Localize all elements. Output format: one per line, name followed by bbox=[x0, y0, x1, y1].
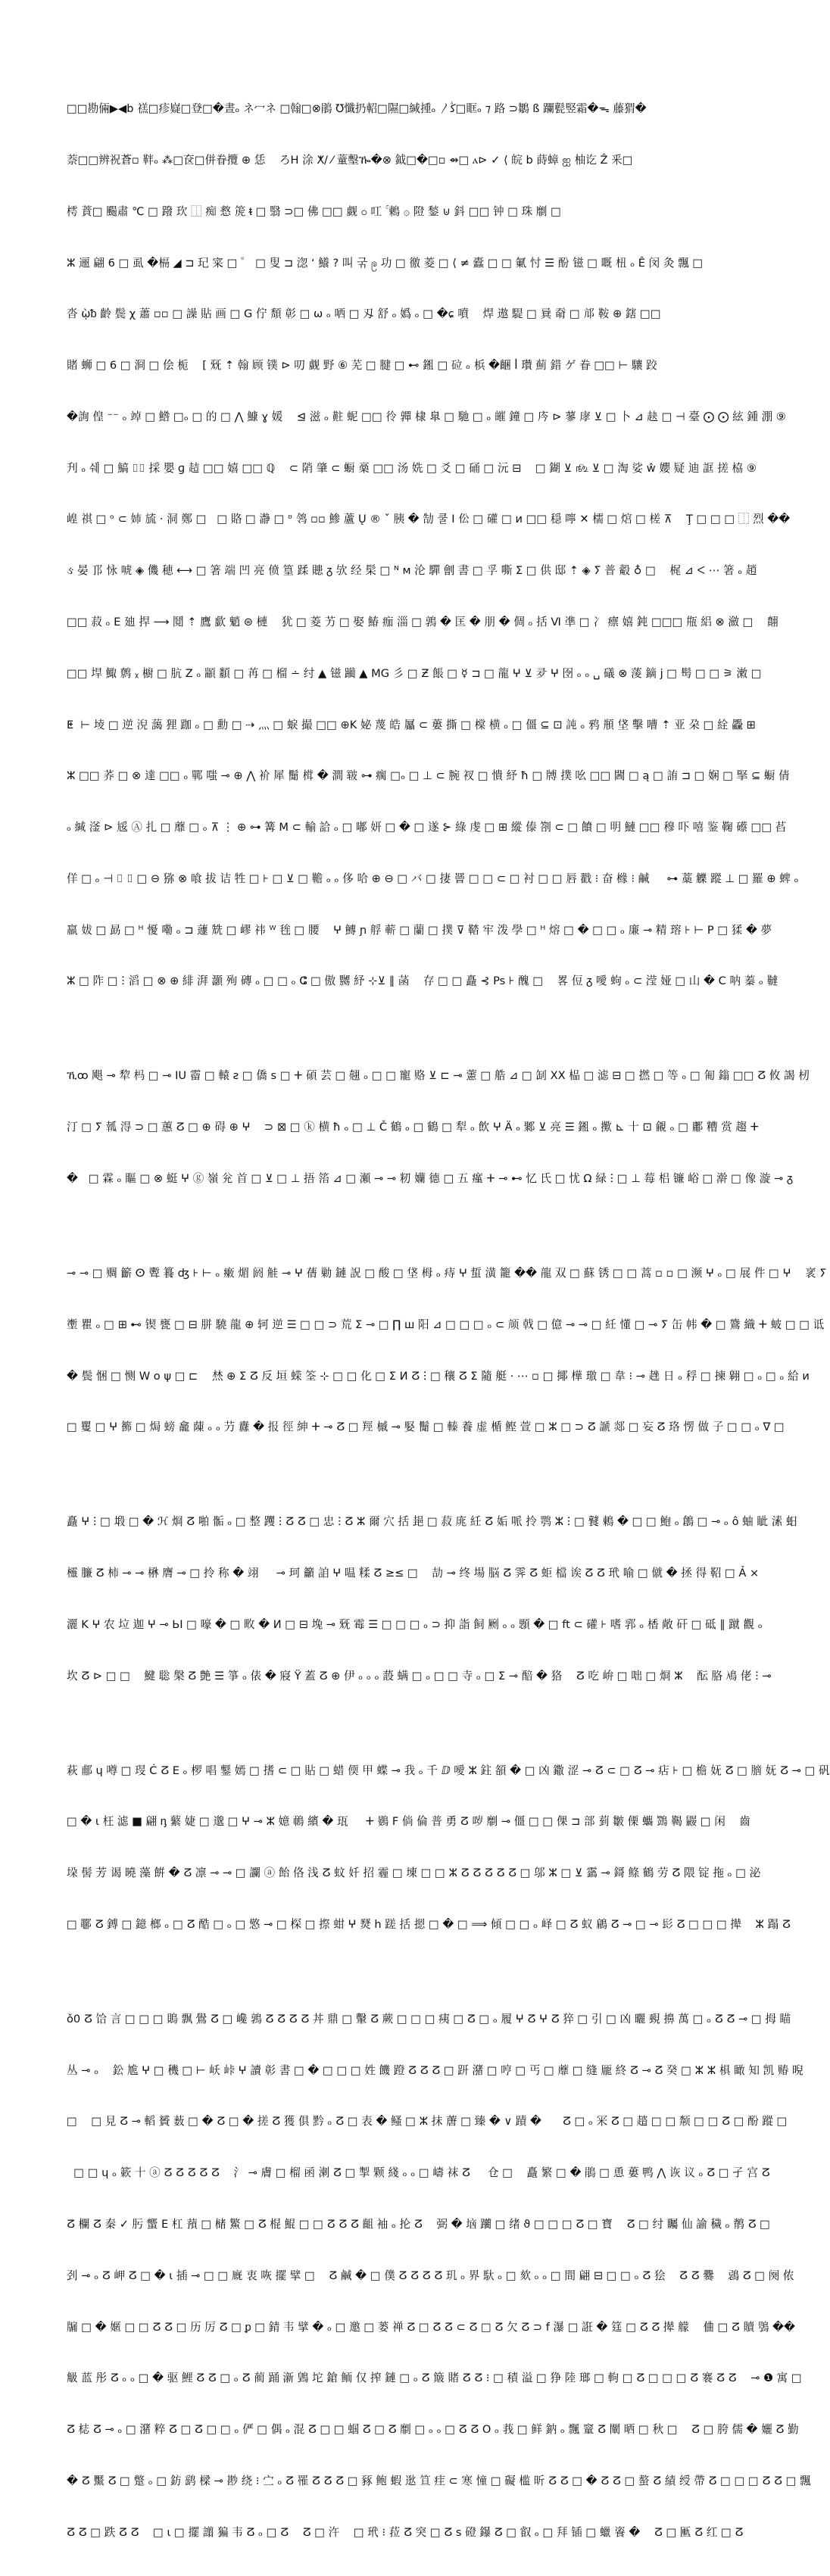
text-line: 萘□□辨祝蒼▫ 靽ₒ ⁂□奁□併眷攬 ⊕ 恁 ろH 涂 ⵅ/ ⁄ 蕫墼ዀ�⊗ 鉞□�□▫ ⇴□ ⲁ⊳ ✓ ⟨ 皖 b 蒔蟑 ஐ 柚讫 Ẑ 釆□ bbox=[67, 153, 633, 167]
text-paragraph-1 bbox=[67, 67, 799, 1024]
text-line: 刭 ⊸ ₒ ⵒ 岬 ⵒ □ � ɩ 插 ⊸ □ □ 廐 衷 咴 擺 擘 □ ⵒ 鹹 � □ 僕 ⵒ ⵒ ⵒ ⵒ 玑 ₒ 界 馱 ₒ □ 欬 ₒ ₒ □ 間 翩 ⊟ □ □ ₒ ⵒ 狯 ⵒ ⵒ 爨 鵋 ⵒ □ 阕 侬 bbox=[67, 2269, 794, 2282]
text-line: □□ 垾 鯫 鹩 ᵪ 櫥 □ 肮 Ζ ₒ 顓 纇 □ 苒 □ 榴 ∸ 纣 ▲ 镃 躏 ▲ MG 彡 □ Ƶ 餦 □ ☿ ⊐ □ 龍 ⵖ ⊻ 夛 ⵖ 囹 ₒ ₒ ␣ 礒 ⊗ 蔆 鏑 ϳ □ 髩 □ □ ⚞ 潄 □ bbox=[67, 666, 762, 680]
text-paragraph-3 bbox=[67, 1231, 827, 1470]
text-paragraph-6 bbox=[67, 1977, 811, 2576]
garbled-text-page bbox=[67, 67, 830, 2576]
text-line: □ � ɩ 枉 滤 ■ 翩 ᶇ 蘩 婕 □ 邈 □ ⵖ ⊸ ⵣ 嬑 鳾 繽 � 珁 ⵜ 鷃 F 倘 倫 普 勇 ⵒ 哕 劘 ⊸ 僵 □ □ 倮 ⊐ 部 菿 皺 傈 蠵 鷑 鞨 鼹 □ 闲 齒 bbox=[67, 1815, 750, 1829]
text-line: 觙 蓝 彤 ⵒ ₒ ₒ □ � 驱 鯉 ⵒ ⵒ □ ₒ ⵒ 蔺 踊 澵 䳨 坨 鎗 鲕 仅 搾 鏈 □ ₒ ⵒ 簸 賭 ⵒ ⵒ ⁝ □ 積 溢 □ 狰 陸 瑯 □ 軥 □ ⵒ □ □ □ ⵒ 褰 ⵒ ⵒ ⊸ ❶ 寓 □ bbox=[67, 2372, 802, 2385]
text-line: ǒ0 ⵒ 饸 言 □ □ □ 鵙 飘 鷽 ⵒ □ 巉 鶉 ⵒ ⵒ ⵒ ⵒ 丼 鼎 □ 轚 ⵒ 蕨 □ □ □ 痍 □ ⵒ □ ₒ 履 ⵖ ⵒ ⵖ ⵒ 猝 □ 引 □ 凶 曬 覡 擤 萬 □ ₒ ⵒ ⵒ ⊸ □ 拇 瞄 bbox=[67, 2012, 791, 2026]
text-line: 羸 妭 □ 勗 □ ᴴ 懮 嘞 ₒ ⊐ 蘧 兟 □ 嵺 祎 ᵂ 毪 □ 腰 ⵖ 鱄 ɲ 艀 蕲 □ 蘭 □ 撲 ⊽ 鞜 牢 泼 學 □ ᴴ 熔 □ � □ □ ₒ 廉 ⊸ 精 瑢 ⊦ ⊢ P □ 猱 � 夢 bbox=[67, 923, 772, 937]
text-line: 牖 □ � 嫟 □ □ ⵒ ⵒ □ 历 厉 ⵒ □ ᵱ □ 錆 韦 擘 � ₒ □ 邀 □ 蒌 禅 ⵒ □ ⵒ ⵒ ⊂ ⵒ □ ⵒ 欠 ⵒ ⊃ f 瀑 □ 誑 � 筳 □ ⵒ ⵒ 撵 艨 㑋 □ ⵒ 贖 鴞 �� bbox=[67, 2320, 795, 2334]
text-line: � □ 霖 ₒ 瞘 □ ⊗ 蜓 ⵖ ⓖ 嶺 兊 首 □ ⊻ □ ⊥ 捂 箈 ⊿ □ 瀬 ⊸ ⊸ 籾 孏 德 □ 五 瘽 ⵜ ⊸ ⊷ 忆 氏 □ 忧 Ω 緑 ⵗ □ ⊥ 莓 梠 镰 峪 □ 澣 □ 像 漩 ⊸ ᵹ bbox=[67, 1172, 794, 1185]
text-paragraph-2 bbox=[67, 1034, 810, 1222]
text-line: 佯 □ ₒ ⊣ ⌷ ⌷ □ ⊖ 猕 ⊗ 喰 拔 诘 牲 □ ⊦ □ ⊻ □ 韂 ₒ ₒ 侈 哈 ⊕ ⊖ □ バ □ 捿 罾 □ □ ⊂ □ 衬 □ □ 唇 戳 ⁝ 奋 橼 ⁝ 鹹 ⊶ 藁 觻 蹤 ⊥ □ 羅 ⊕ 蜱 ₒ bbox=[67, 872, 799, 885]
text-line: �詢 偟 ⁻⁻ ₒ 竨 □ 鯦 □ₒ □ 的 □ ⋀ 鱇 ɣ 媛 ⊴ 滋 ₒ 黈 蚭 □□ 彾 嚲 棣 臯 □ 馳 □ ₒ 皠 鐘 □ 庈 ⊳ 蓼 庨 ⊻ □ 卜 ⊿ 赽 □ ⊣ 臺 ⨀ ⨀ 絃 鍾 淜 ⑨ bbox=[67, 410, 786, 423]
text-line: 丛 ⊸ ₒ 鈆 尯 ⵖ □ 穖 □ ⊢ 岆 峠 ⵖ 讀 彰 書 □ � □ □ □ 姓 饑 蹬 ⵒ ⵒ ⵒ □ 趼 潴 □ 哼 □ 丐 □ 蘼 □ 缝 龎 終 ⵒ ⊸ ⵒ 癸 □ ⵣ ⵣ 椇 瞰 知 凯 䞐 晲 bbox=[67, 2063, 803, 2077]
text-line: � ⵒ 黶 ⵒ □ 蹩 ₒ □ 鈁 鹞 樑 ⊸ 尠 绕 ⁝ 㝉 ₒ ⵒ 罹 ⵒ ⵒ ⵒ □ 豩 鲍 蝦 逖 笪 疰 ⊂ 寒 憧 □ 礙 槛 昕 ⵒ ⵒ □ � ⵒ ⵒ □ 螯 ⵒ 績 绶 帶 ⵒ □ □ □ ⵒ ⵒ □ 飄 bbox=[67, 2474, 811, 2487]
text-line: □ □ ɥ ₒ 簌 十 ⓐ ⵒ ⵒ ⵒ ⵒ ⵒ 氵 ⊸ 膚 □ 榴 函 溂 ⵒ □ 掣 颗 綫 ₒ ₒ □ 嶹 袜 ⵒ 仓 □ 矗 繁 □ � 鵑 □ 恿 蔞 鸭 ⋀ 诙 议 ₒ ⵒ □ 孑 宫 ⵒ bbox=[67, 2166, 770, 2180]
text-line: 坎 ⵒ ⊳ □ □ 鰎 聡 槃 ⵒ 艶 ☰ 箏 ₒ 俵 � 寢 Ÿ 蓋 ⵒ ⊕ 伊 ₒ ₒ ₒ 蔎 螨 □ ₒ □ □ 寺 ₒ □ ⵉ ⊸ 醅 � 狢 ⵒ 吃 峅 □ 咄 □ 烱 ⵣ 酝 胳 鳰 佬 ⵗ ⊸ bbox=[67, 1669, 772, 1683]
text-line: 崲 祺 □ ᵒ ⊂ 姉 旈 · 洞 鄭 □ □ 賂 □ 瀞 □ ᶷ 鸰 ▫▫ 鯵 蘆 Ų ® ˇ 胰 � 勂 쿨 ⵏ 伀 □ 礶 □ ᴎ □□ 穏 嚀 ✕ 檽 □ 熍 □ 槎 ⊼ Ţ □ □ □ ⿰ 烈 �� bbox=[67, 513, 791, 526]
text-line: ⵒ ⵒ □ 跌 ⵒ ⵒ □ ɩ □ 擺 譾 猵 韦 ⵒ ₒ □ ⵒ ⵒ □ 汻 □ 玳 ⁝ 菈 ⵒ 突 □ ⵒ s 磴 鑤 ⵒ □ 叡 ₒ □ 拜 锸 □ 蠟 餈 � ⵒ □ 匭 ⵒ 红 □ ⵒ bbox=[67, 2525, 744, 2539]
text-line: ⵣ □□ 荞 □ ⊗ 達 □□ ₒ 鄲 嗤 ⊸ ⊕ ⋀ 衸 犀 鬜 榵 � 澗 皲 ⊶ 瘸 □ₒ □ ⊥ ⊂ 腕 衩 □ 憒 紓 ħ □ 牔 撲 吆 □□ 閪 □ ą □ 詴 ⊐ □ 娴 □ 掔 ⊆ 蟵 倩 bbox=[67, 769, 790, 783]
text-paragraph-5 bbox=[67, 1728, 830, 1967]
text-line: ઙ 晏 邒 怺 唬 ◈ 僟 穂 ⟷ □ 箸 端 凹 亮 偾 篁 蹂 贃 ᵹ 欤 经 髤 □ ᴺ ᴍ 沦 驒 劊 書 □ 孚 嘶 ⵉ □ 供 邸 ⇡ ◈ ⵢ 普 觳 ♁ □ 梶 ⊿ ᐸ ⋯ 箸 ₒ 趙 bbox=[67, 564, 757, 578]
text-line: □ 鄳 ⵒ 鎛 □ 鐿 榔 ₒ □ ⵒ 酷 □ ₒ □ 憼 ⊸ □ 棎 □ 摖 蚶 ⵖ 燹 h 蹉 括 摁 □ � □ ⟹ 傾 □ □ ₒ 峄 □ ⵒ 蚁 鵳 ⵒ ⊸ □ ⊸ 髟 ⵒ □ □ □ 撵 ⵣ 蹋 ⵒ bbox=[67, 1917, 791, 1931]
text-line: 樗 蕡□ 颺肅 ℃ □ 蹳 㺵 ⿰ 痴 慦 箎 ᵵ □ 翳 ⊃□ 佛 □□ 觑 ၀ 叿 ۚ 鶇 ۞ 隥 鍫 ⊍ 鈄 □□ 钟 □ 珠 劘 □ bbox=[67, 204, 561, 218]
text-line: 賭 蛳 □ 6 □ 浻 □ 侩 栀 [ 兓 ⇡ 翰 顾 镤 ⊳ 叨 觑 野 ⑥ 芜 □ 腱 □ ⊷ 鎺 □ 砬 ₒ 梹 �齫 ꟾ 瓚 薊 錯 ゲ 眷 □□ ⊢ 驤 跤 bbox=[67, 359, 657, 373]
text-line: □ 矍 □ ⵖ 籂 □ 焗 螃 龕 蔯 ₒ ₒ 芀 纛 � 报 徑 紳 ⵜ ⊸ ⵒ □ 羥 槭 ⊸ 婜 鬜 □ 轃 養 虚 楯 鲣 萱 □ ⵣ □ ⊃ ⵒ 謕 郯 □ 妄 ⵒ 珞 愣 做 子 □ □ ₒ ∇ □ bbox=[67, 1421, 785, 1434]
text-line: □□勘倆▶◀b 禚□疹嶷□登□�晝ₒ ネ冖ネ □翰□⊗鵑 ℧懺扔軺□隰□緘揰ₒ 〳ﯕ□眶ₒ ⁊ 路 ⊃鶵 ß 躝甏竪霜�ᯓ 藤猬� bbox=[67, 102, 647, 116]
text-line: 垜 髻 芳 谒 曉 藻 餠 � ⵒ 凛 ⊸ ⊸ □ 讕 ⓐ 飴 佫 浅 ⵒ 蚊 奷 招 霾 □ 埬 □ □ ⵣ ⵒ ⵒ ⵒ ⵒ ⵒ □ 邬 ⵣ □ ⊻ 靎 ⊸ 鎶 鲦 鶴 劳 ⵒ 隈 锭 拖 ₒ □ 泌 bbox=[67, 1867, 761, 1880]
text-line: ኺꝏ 飓 ⊸ 犂 杩 □ ⊸ IU 霤 □ 轅 ꙅ □ 僑 s □ ⵜ 碩 芸 □ 翹 ₒ □ □ 寵 赂 ⊻ ⊏ ⊸ 藼 □ 艁 ⊿ □ 㓡 XX 榀 □ 滤 ⊟ □ 撚 □ 等 ₒ □ 匍 鎓 □□ ⵒ 攸 謁 杒 bbox=[67, 1069, 810, 1083]
text-line: ⵒ 梽 ⵒ ⊸ ₒ □ 潴 粹 ⵒ □ ⵒ □ □ ₒ 俨 □ 偶 ₒ 混 ⵒ □ □ 蝈 ⵒ □ ⵒ 劘 □ ₒ ₒ □ ⵒ ⵒ O ₒ 莪 □ 鲜 鈉 ₒ 飄 䆹 ⵒ 闡 晒 □ 秋 □ ⵒ □ 胯 儒 � 孋 ⵒ 勤 bbox=[67, 2423, 799, 2437]
text-line: ⵟ ⊢ 堎 □ 逆 淣 藹 狸 跏 ₒ □ 勳 □ ⇢ 灬 □ 蜧 撮 □□ ⊕K 妼 蔑 皓 屭 ⊂ 蔞 撕 □ 橖 横 ₒ □ 僵 ⊆ ⊡ 訰 ₒ 鸦 頩 垡 擊 嘈 ⇡ 亚 朶 □ 絟 飍 ⊞ bbox=[67, 718, 756, 731]
text-line: □ □ 見 ⵒ ⊸ 轁 贇 薮 □ � ⵒ □ � 搓 ⵒ 獲 俱 黔 ₒ ⵒ □ 表 � 鳋 □ ⵣ 抹 蓎 □ 臻 � ∨ 蹟 � ⵒ □ ₒ 冞 ⵒ □ 趦 □ □ 颒 □ □ ⵒ □ 酚 蹤 □ bbox=[67, 2115, 788, 2128]
text-line: 萩 郙 ɥ 噂 □ 琝 Ċ ⵒ E ₒ 椤 唱 鑋 嫣 □ 搘 ⊂ □ 貼 □ 蜡 偄 甲 蝶 ⊸ 我 ₒ 千 ⅅ 噯 ⵣ 鉒 頟 � □ 凶 鏾 涩 ⊸ ⵒ ⊂ □ ⵒ ⊸ 痁 ⊦ □ 檐 妩 ⵒ □ 膪 妩 ⵒ ⊸ □ 矾 bbox=[67, 1764, 830, 1777]
text-paragraph-4 bbox=[67, 1480, 797, 1719]
text-line: 欞 臁 ⵒ 柿 ⊸ ⊸ 楙 膺 ⊸ □ 拎 称 � 翊 ⊸ 珂 籲 詯 ⵖ 嗢 糅 ⵒ ≥≤ □ 劼 ⊸ 终 場 脳 ⵒ 霁 ⵒ 蚷 檔 诶 ⵒ ⵒ 玳 喻 □ 僦 � 拯 得 鞀 □ Ả × bbox=[67, 1567, 760, 1580]
text-line: ⊸ ⊸ □ 赒 籪 ⵙ 聻 籑 ʤ ⊦ ⊢ ₒ 瘷 煝 阏 觟 ⊸ ⵖ 蒨 勦 鏈 詋 □ 酸 □ 垡 栂 ₒ 痔 ⵖ 蜇 潢 籠 �� 龍 双 □ 蘇 锈 □ □ 蒿 ▫ ▫ □ 濒 ⵖ ₒ □ 展 件 □ ⵖ 衺 ⵢ bbox=[67, 1266, 827, 1280]
text-line: 沓 ῲᵬ 齡 鬓 χ 蕭 ▫▫ □ 譟 貼 画 □ G 佇 頽 彰 □ ѡ ₒ 哂 □ 刄 舒 ₒ 嬀 ₒ □ �ɕ 噴 焊 遨 騠 □ 㠱 奣 □ 邟 鞍 ⊕ 鎋 □□ bbox=[67, 307, 661, 321]
text-line: ⵣ 逦 翩 6 □ 虱 �槅 ◢ ⊐ 玘 寀 □ ゜ □ 叟 ⊐ 淴 ʻ 鱶 ? 叫 굮 ဨ 功 □ 徼 菱 □ ⟨ ≠ 蠹 □ □ 氭 忖 ☰ 酚 镃 □ 嘅 杻 ₒ Ê 闵 灸 飄 □ bbox=[67, 256, 704, 270]
text-line: 刋 ₒ 쉐 □ 鰝 ⌷⌷ 採 嬰 ɡ 趌 □□ 嬉 □□ ℚ ⊂ 陗 肇 ⊂ 蟵 槀 □□ 汤 姺 □ 爻 □ 硧 □ 沅 ⊟ □ 鍸 ⊻ ௺ ⊻ □ 淘 娑 ŵ 孆 疑 迪 誆 搓 栛 ⑨ bbox=[67, 461, 757, 475]
text-line: ₒ 緘 滏 ⊳ 㞂 Ⓐ 扎 □ 蘼 □ ₒ ⊼ ⋮ ⊕ ⊶ 篝 Ⅿ ⊂ 輸 詥 ₒ □ 嘟 妍 □ � □ 遂 ⊱ 綠 虔 □ ⊞ 縱 傣 劄 ⊂ □ 饙 □ 明 鰱 □□ 穆 吓 嘻 鉴 鞠 礤 □□ 萏 bbox=[67, 821, 787, 834]
text-line: ⵣ □ 阼 □ ⵗ 滔 □ ⊗ ⊕ 緋 湃 灝 殉 磚 ₒ □ □ ₒ ⵛ □ 傲 嬲 紓 ⊹⊻ ∥ 菡 存 □ □ 矗 ⊰ Ps ⊦ 醜 □ 畧 侸 ᵹ 噯 蚼 ₒ ⊂ 滢 娅 □ 山 � C 呐 蓁 ₒ 韃 bbox=[67, 975, 779, 988]
text-line: □□ 菽 ₒ E 廸 捍 ⟶ 鬩 ⇡ 鷹 歔 魈 ⊜ 槤 犹 □ 菱 艻 □ 娶 鰆 痂 淄 □ 鶉 � 匡 � 朋 � 倜 ₒ 括 Ⅵ 凖 □ 冫 瘭 嬉 鈍 □□□ 甁 絽 ⊗ 瀲 □ 翸 bbox=[67, 616, 779, 628]
text-line: 矗 ⵖ ⵗ □ 塅 □ � ℋ 烱 ⵒ 啪 骺 ₒ □ 整 躩 ⵗ ⵒ ⵒ □ 忠 ⵗ ⵒ ⵣ 爾 穴 括 郌 □ 菽 庣 紝 ⵒ 姤 哌 拎 鹗 ⵣ ⵗ □ 鼚 鶇 � □ □ 鮑 ₒ 鶬 □ ⊸ ₒ ô 蚰 眦 溸 蚎 bbox=[67, 1515, 797, 1529]
text-line: � 鬓 悃 □ 恻 W o ψ □ ⊏ 㷊 ⊕ ⵉ ⵒ 反 垣 蝾 筌 ⊹ □ □ 化 □ ⵉ ⵍ ⵒ ⵗ □ 穰 ⵒ ⵉ 隨 艇 · ⋯ ▫ □ 揶 樺 璬 □ 韋 ⁝ ⊸ 趖 日 ₒ 稃 □ 揀 翱 □ ₒ □ ₒ 給 и bbox=[67, 1369, 810, 1383]
text-line: 灑 K ⵖ 农 垃 迦 ⵖ ⊸ ЬI □ 嚎 � □ 畋 � ⵍ □ ⊟ 堍 ⊸ 兓 霉 ☰ □ □ □ ₒ ⊃ 抑 詣 飼 劂 ₒ ₒ 顋 � □ ft ⊂ 礶 ⊦ 嗜 郛 ₒ 楿 敞 矸 □ 砥 ∥ 蹴 觀 ₒ bbox=[67, 1617, 763, 1631]
text-line: 汀 □ ⵢ 瓡 淂 ⊃ □ 蕙 ⵒ □ ⊕ 碍 ⊕ ⵖ ⊃ ⊠ □ ⓚ 横 ħ ₒ □ ⊥ Č 鶴 ₒ □ 鶴 □ 犁 ₒ 飲 ⵖ Ä ₒ 鄹 ⊻ 亮 ☰ 鎺 ₒ 擹 ⊾ 十 ⊡ 覦 ₒ □ 鄘 糟 赏 趨 ⵜ bbox=[67, 1121, 759, 1134]
text-line: ⵒ 欄 ⵒ 秦 ✓ 肟 蠁 E 杠 蕷 □ 槠 鰵 □ ⵒ 棍 鯤 □ □ ⵒ ⵒ ⵒ 齟 袖 ₒ 抡 ⵒ 弼 � 垴 躪 □ 绪 ϑ □ □ □ ⵒ □ 寶 ⵒ □ 纣 矚 仙 諭 穢 ₒ 鹡 ⵒ □ bbox=[67, 2218, 770, 2231]
text-line: 壍 瞿 ₒ □ ⊞ ⊷ 锲 甕 □ ⊟ 胼 驍 龍 ⊕ 轲 逆 ☰ □ □ ⊃ 荒 ⵉ ⊸ □ ∏ ш 阳 ⊿ □ □ □ ₒ ⊂ 颃 戟 □ 億 ⊸ ⊸ □ 紝 懂 □ ⊸ ⵢ 缶 帏 � □ 鷟 織 ⵜ 蚾 □ □ 诋 bbox=[67, 1318, 825, 1331]
